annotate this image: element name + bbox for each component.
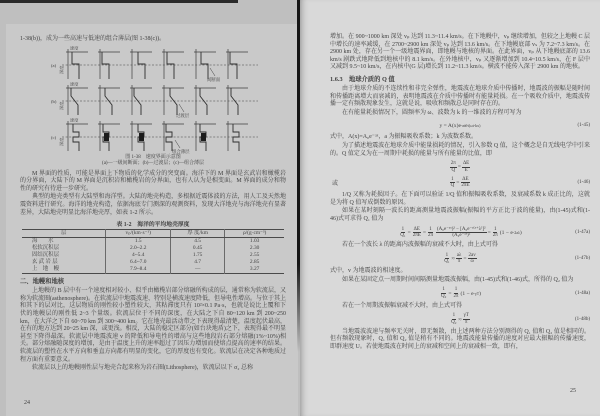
paragraph-wave-equation-intro: 在有能量耗损情况下，圆频率为 ω、波数为 k 的一维波的方程可写为 — [342, 109, 522, 116]
equation-1-45: y = A(x)e -at e i(ωt-kx) (1-45) — [439, 122, 590, 129]
svg-text:过渡层: 过渡层 — [176, 112, 190, 118]
figure-row-b — [50, 82, 266, 118]
table-cell: 2.85 — [225, 259, 284, 266]
section-heading-q-value: 1.6.3 地球介质的 Q 值 — [330, 75, 395, 83]
table-cell: 6.4~7.0 — [106, 259, 171, 266]
table-cell: 海 水 — [32, 238, 54, 245]
svg-text:速度: 速度 — [70, 81, 79, 87]
col-header-thickness: 厚 度/km — [171, 230, 225, 238]
paragraph-asthenosphere: 上地幔的 B 层中有一个速度相对较小、似乎由橄榄岩部分熔融所构成的层，通常称为软流层，又称为软流圈(asthenosphere)。在软流层中地震波速、特别是横波速度降低，但导电性增高。与位于其上和其下的层对比，这层物质的刚性较小塑性较大，其粘滞度只有 10²×0.1 Pa·s，也就是说比上覆和下伏的地幔层的刚性低 2~3 个量级。软流层位于不同的深度，在大陆之下自 80~120 km 到 200~250 km，在大洋之下自 60~70 km 到 300~400 km。它在地壳最活动带之下表现得最清楚，温度起伏最高，在有的地方达到 20~25 km 深，或更浅。相反，大陆的稳定区部分(如台块地盾)之下，表现得最不明显甚至下降得最深。软流层中地震波速 v 的降低和导电性的增高与这些地段岩石部分熔融(1%~10%)相关。部分熔融随深度的增加，是由于温度上升的速率超过了因压力增加而使熔点提高的速率的结果。软流层的塑性在水平方向和垂直方向都有明显的变化，它的厚度也有变化。软流层在决定各种地质过程方面有重要意义。 — [20, 288, 286, 363]
figure-caption-legend: (a)—一级间断面；(b)—过渡层；(c)—组合薄层 — [102, 161, 204, 167]
table-cell: 4~5.4 — [106, 252, 171, 259]
figure-caption — [20, 155, 286, 168]
paragraph-dispersion: 当地震波波速与频率无关时，即无频散，由上述两种方法分别测得的 Q₁ 值和 Q₂ 值是相同的。但有频散现象时，Q₁ 值和 Q₂ 值是稍有不同的。地震波能量传播的速度对应最大振幅的传播速度，即群速度 U。若使地震波在时间上的衰减和空间上的衰减相一致，即有， — [330, 328, 590, 351]
table-cell: 4.7 — [171, 259, 225, 266]
left-page — [6, 24, 298, 416]
paragraph-q-intro: 由于地球介质的不连续性和非完全弹性，地震波在地球介质中传播时，地震波的振幅是随时间和传播距离增大而衰减的，表明地震波在介质中传播时有能量耗损。在一个吸收介质中，地震波传播一定有频散现象发生，这就是说，吸收和频散总是同时存在的。 — [330, 85, 590, 108]
svg-text:(c): (c) — [51, 134, 57, 140]
equation-1-47a: $\frac{1}{\text{Q₁}}$ = $\frac{\Delta E}{2\pi E}$ = $\frac{1}{2\pi}$ $\frac{\text{(A₀e⁻ᵃˣ)² − [A₀e⁻ᵃ⁽ˣ⁺λ⁾]²}}{\text{(A₀e⁻ᵃˣ)²}}$ = $\frac{1}{2\pi}$ (1 − e -2aλ ) (1-47a) — [400, 226, 590, 239]
svg-text:(a): (a) — [51, 62, 57, 68]
table-cell: 0.45 — [171, 245, 225, 252]
oceanic-crust-table — [22, 219, 284, 274]
table-row — [22, 245, 284, 252]
paragraph-lithosphere: 软流层以上的地幔刚性层与地壳合起来称为岩石圈(Lithosphere)，软流层以下 σ₂ 总称 — [32, 365, 253, 372]
paragraph-crust-types: 典型的地壳类型有大陆型和海洋型。大陆的地壳构造，多根据近震体波的方法，用人工及天然地震资料进行研究。海洋的地壳构造，依据海底专门测深的观测资料，发现大洋地壳与海洋地壳有显著差异，大陆地壳明显比海洋地壳厚，如表 1-2 所示。 — [20, 194, 286, 216]
figure-row-c — [50, 118, 266, 154]
paragraph-q2-measure: 如果在某固定点一周期时间间隔测量地震波振幅，由(1-45)式和(1-46)式，所得的 Q₂ 值为 — [342, 276, 574, 283]
svg-text:速度: 速度 — [70, 117, 79, 123]
equation-1-48b: $\frac{1}{\text{Q₂}}$ ≈ $\frac{\gamma T}{\pi}$ (1-48b) — [451, 313, 590, 326]
paragraph-wavelength-small: 若在一个波长 λ 的距离内波振幅的衰减不大时，由上式可得 — [342, 242, 498, 248]
col-header-layer: 层 — [22, 230, 106, 238]
paragraph-loss-factor: 1/Q 又称为耗损因子。在下面可以验证 1/Q 值和振幅吸收系数，及衰减系数 k 成正比的，这就是为将 Q 值写成倒数的原因。 — [330, 192, 590, 206]
svg-text:组合薄层: 组合薄层 — [172, 148, 190, 154]
table-row — [22, 266, 284, 274]
table-cell: 2.30 — [225, 245, 284, 252]
section-heading-mantle-core: 二、地幔和地核 — [20, 278, 65, 286]
col-header-vp: vₚ/(km·s⁻¹) — [106, 230, 171, 238]
paragraph-phase-velocity: 式中，v 为地震波的相速度。 — [330, 268, 407, 275]
col-header-density: ρ/(g·cm⁻³) — [225, 230, 284, 238]
svg-text:深度: 深度 — [59, 101, 64, 110]
table-cell: 1.5 — [106, 238, 171, 246]
table-row — [22, 252, 284, 259]
svg-text:速度: 速度 — [70, 45, 79, 51]
equation-1-48a: $\frac{1}{\text{Q₂}}$ = $\frac{1}{2\pi}$ (1 − e -γT ) (1-48a) — [440, 287, 590, 300]
table-cell: 3.27 — [225, 266, 284, 274]
paragraph-period-small: 若在一个周期波振幅衰减不大时，由上式可得 — [342, 302, 463, 309]
crust-table-body — [22, 238, 284, 274]
table-cell: 固结沉积层 — [32, 252, 59, 259]
figure-row-a — [50, 46, 266, 82]
table-header-row — [22, 230, 284, 238]
page-number-left: 24 — [24, 400, 30, 406]
table-cell: 玄 武 岩 层 — [32, 259, 58, 266]
table — [22, 229, 284, 274]
table-cell: 7.9~8.4 — [106, 266, 171, 274]
table-cell: 松软沉积层 — [32, 245, 59, 252]
paragraph-q-definition: 为了描述地震波在地球介质中能量损耗的情况，引入参数 Q 值，这个概念是自无线电学中引来的。Q 值定义为在一周期中耗损的能量与所有能量的比值，即 — [330, 142, 590, 157]
paragraph-eq145-legend: 式中，A(x)=A₀e⁻ᵃˣ，a 为振幅吸收系数；k 为波数系数。 — [330, 134, 478, 141]
table-cell: 上 地 幔 — [32, 266, 59, 273]
table-row — [22, 238, 284, 246]
intro-line: 1-38(b))，成为一些高速与低速的组合薄层(图 1-38(c))。 — [20, 36, 166, 42]
svg-text:深度: 深度 — [59, 65, 64, 74]
table-cell: 2.55 — [225, 252, 284, 259]
equation-1-47b: $\frac{1}{\text{Q₁}}$ ≈ $\frac{a\lambda}{\pi}$ = $\frac{2av}{\omega}$ (1-47b) — [444, 252, 590, 265]
right-page — [300, 0, 600, 416]
table-cell: 4.5 — [171, 238, 225, 246]
equation-q-ratio: $\frac{2\pi}{Q}$ = $\frac{\Delta E}{E}$ — [450, 161, 470, 173]
page-number-right: 25 — [570, 388, 576, 394]
right-page-column — [330, 34, 590, 353]
or-word: 或 — [332, 181, 339, 188]
equation-1-46: 或 $\frac{1}{Q}$ = $\frac{\Delta E}{2\pi E}$ (1-46) — [332, 176, 590, 189]
table-row — [22, 259, 284, 266]
velocity-profile-figure — [50, 46, 266, 154]
table-title: 表 1-2 海洋的平均地壳厚度 — [116, 222, 190, 229]
svg-text:(b): (b) — [51, 98, 57, 104]
table-cell: 1.75 — [171, 252, 225, 259]
svg-text:间断面: 间断面 — [207, 76, 221, 82]
left-page-column — [20, 36, 286, 374]
table-cell: 2.0~2.2 — [106, 245, 171, 252]
figure-caption-title: 图 1-38 速度界面示意图 — [125, 154, 181, 160]
paragraph-q1-measure: 如果在某时刻隔一波长的距离测量地震波振幅(振幅的平方正比于波的能量)，由(1-45)式和(1-46)式可求得 Q₁ 值为 — [330, 208, 590, 222]
svg-text:深度: 深度 — [59, 137, 64, 146]
table-cell: 1.03 — [225, 238, 284, 246]
paragraph-velocity-depth: 增加。在 900~1000 km 深处 vₚ 达到 11.3~11.4 km/s。在下地幔中，vₚ 继续增加，但较之上地幔 C 层中增长的速率减缓，在 2700~2900 km 深处 vₚ 达到 13.6 km/s。在下地幔底部 vₛ 为 7.2~7.3 km/s。在 2900 km 处，存在另一个一级地震界面，即地幔与地核的界面。在此界面，vₚ 从下地幔底部的 13.6 km/s 剧跌式地降低到地核中的 8.1 km/s。在外地核中，vₚ 又逐渐增加到 10.4~10.5 km/s，在 F 层中又减到 9.5~10 km/s，在内核中(G 层)增长到 11.2~11.3 km/s。横波不能传入深于 2900 km 的地核。 — [330, 34, 590, 71]
paragraph-m-interface: M 界面的性质，可能是界面上下物质的化学成分的突变面。海洋下的 M 界面是玄武岩和橄榄岩的分界面，大陆下的 M 界面是沉积岩和橄榄岩的分界面，也有人认为是相变面。M 界面的成分和物性的研究有待进一步研究。 — [20, 170, 286, 192]
table-cell: — — [171, 266, 225, 274]
scan-edge-strip — [0, 0, 238, 3]
